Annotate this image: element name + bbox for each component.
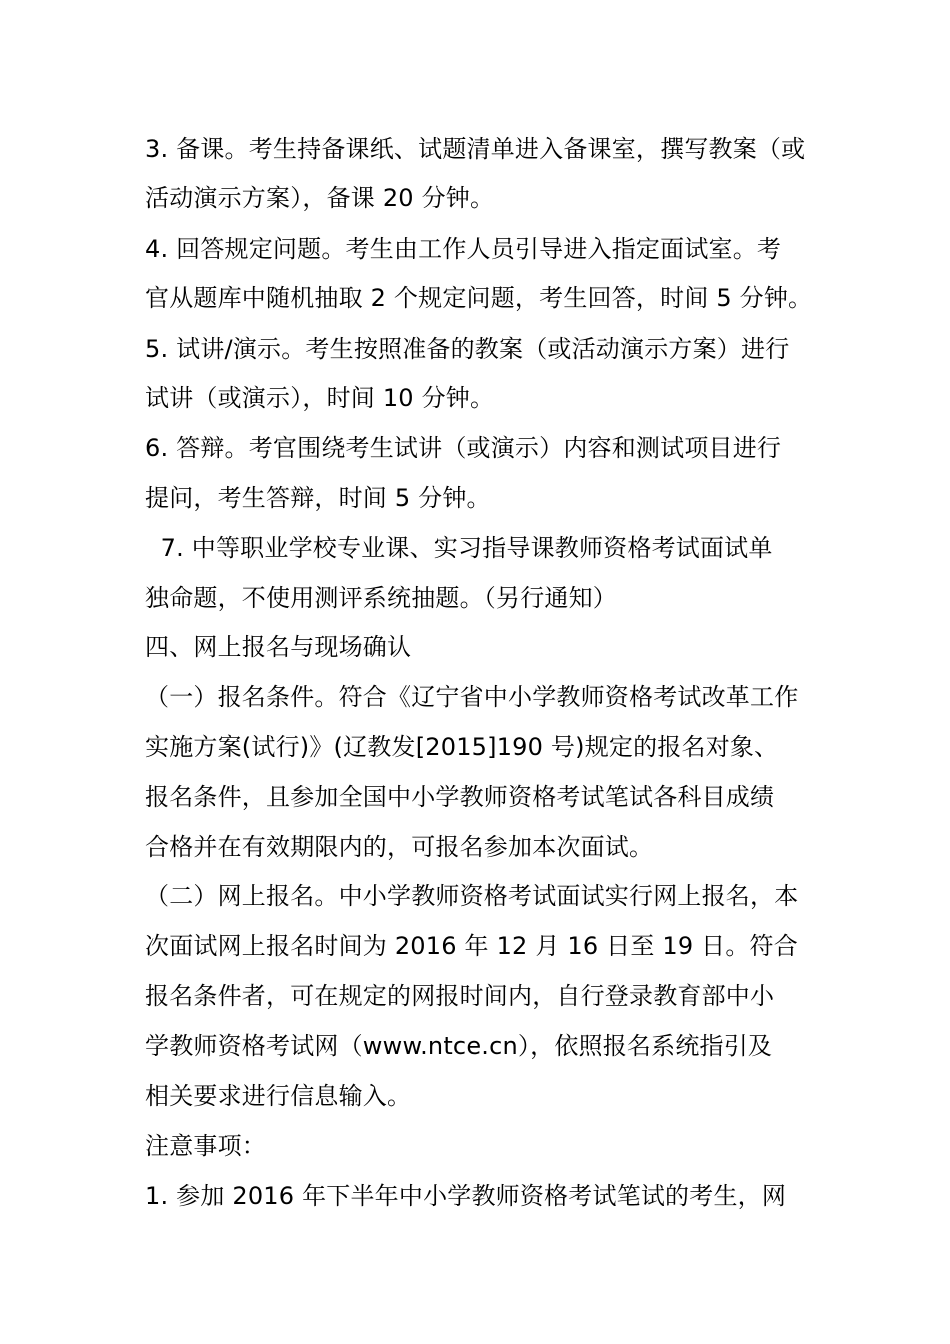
- text-line: 独命题，不使用测评系统抽题。（另行通知）: [145, 584, 617, 612]
- text-line: 次面试网上报名时间为 2016 年 12 月 16 日至 19 日。符合: [145, 932, 798, 960]
- text-line: 报名条件，且参加全国中小学教师资格考试笔试各科目成绩: [145, 783, 775, 811]
- text-line: 4. 回答规定问题。考生由工作人员引导进入指定面试室。考: [145, 235, 782, 263]
- text-line: 7. 中等职业学校专业课、实习指导课教师资格考试面试单: [145, 534, 773, 562]
- text-line: 提问，考生答辩，时间 5 分钟。: [145, 484, 491, 512]
- text-line: 试讲（或演示），时间 10 分钟。: [145, 384, 495, 412]
- text-line: 6. 答辩。考官围绕考生试讲（或演示）内容和测试项目进行: [145, 434, 782, 462]
- text-line: 合格并在有效期限内的，可报名参加本次面试。: [145, 833, 654, 861]
- text-line: （二）网上报名。中小学教师资格考试面试实行网上报名，本: [145, 882, 799, 910]
- text-line: 官从题库中随机抽取 2 个规定问题，考生回答，时间 5 分钟。: [145, 284, 813, 312]
- text-line: 相关要求进行信息输入。: [145, 1082, 412, 1110]
- text-line: 报名条件者，可在规定的网报时间内，自行登录教育部中小: [145, 982, 775, 1010]
- text-line: 活动演示方案），备课 20 分钟。: [145, 184, 495, 212]
- text-line: （一）报名条件。符合《辽宁省中小学教师资格考试改革工作: [145, 683, 799, 711]
- section-heading: 四、网上报名与现场确认: [145, 633, 412, 661]
- text-line: 5. 试讲/演示。考生按照准备的教案（或活动演示方案）进行: [145, 335, 790, 363]
- text-line: 1. 参加 2016 年下半年中小学教师资格考试笔试的考生，网: [145, 1182, 787, 1210]
- text-line: 实施方案(试行)》(辽教发[2015]190 号)规定的报名对象、: [145, 733, 779, 761]
- notes-heading: 注意事项：: [145, 1132, 266, 1160]
- text-line: 3. 备课。考生持备课纸、试题清单进入备课室，撰写教案（或: [145, 135, 806, 163]
- text-line: 学教师资格考试网（www.ntce.cn），依照报名系统指引及: [145, 1032, 773, 1060]
